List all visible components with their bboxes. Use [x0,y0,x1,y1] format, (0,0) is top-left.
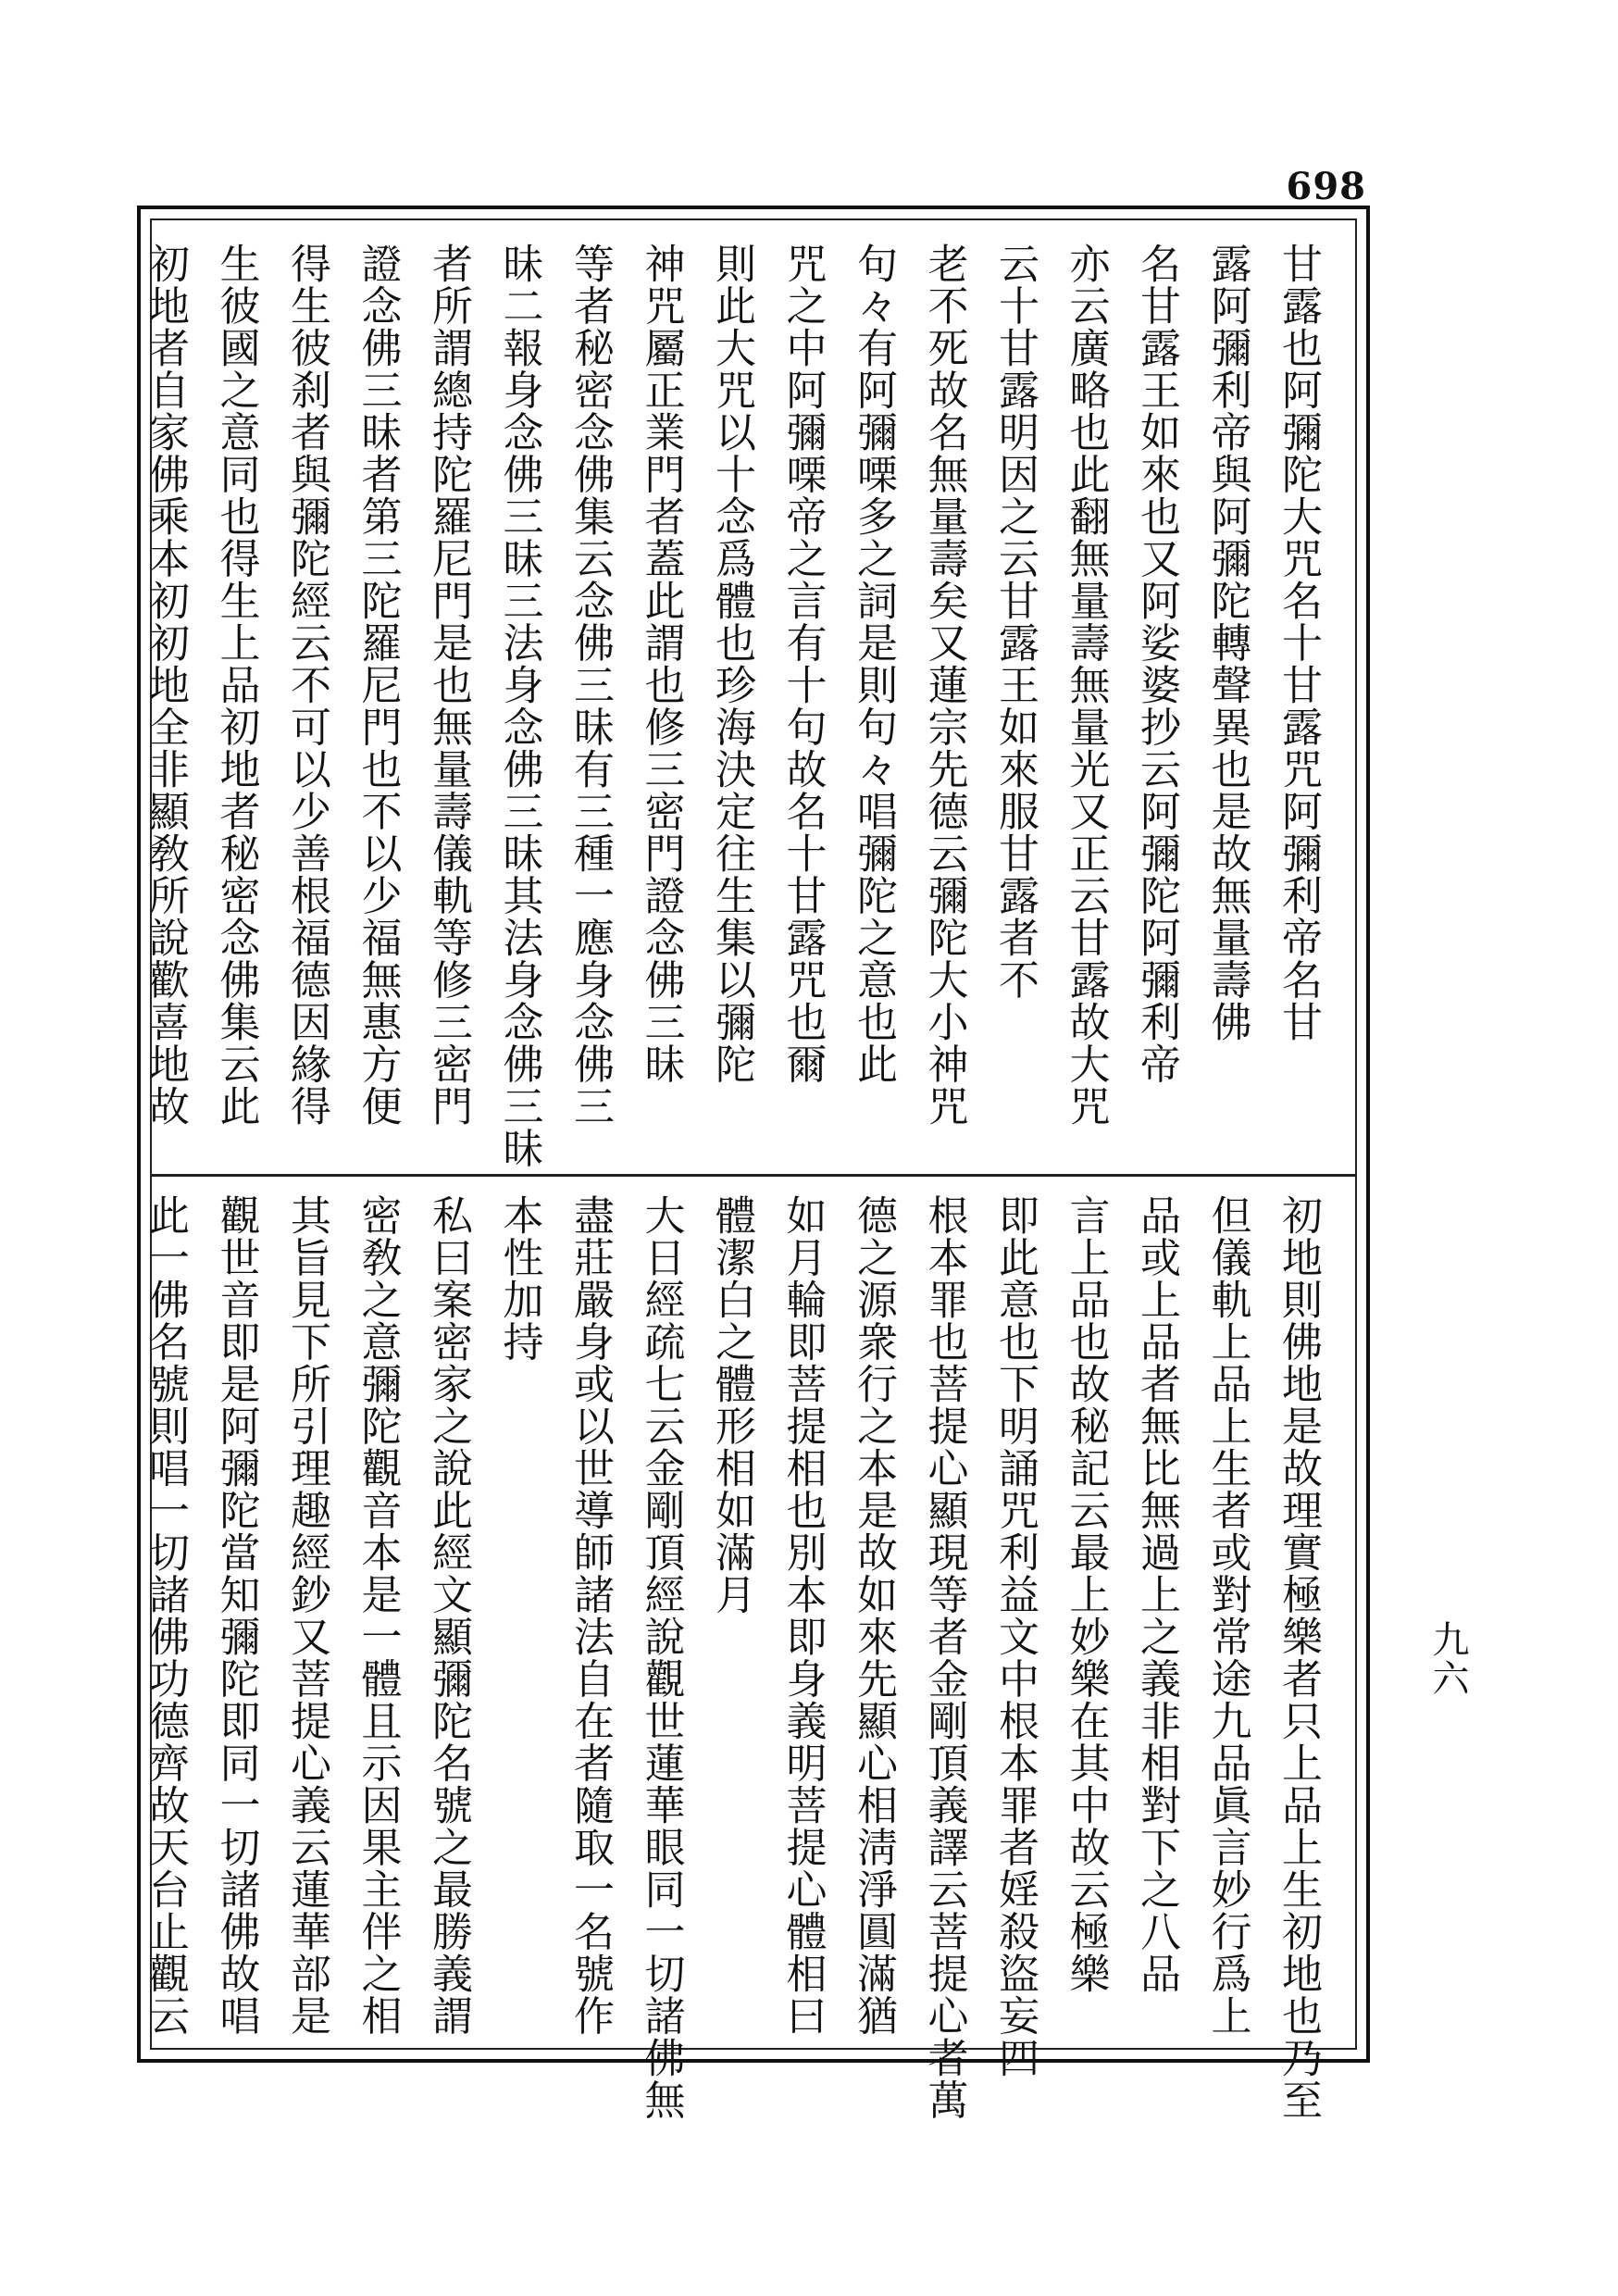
text-column: 密敎之意彌陀觀音本是一體且示因果主伴之相 [354,1194,402,2037]
text-column: 云十甘露明因之云甘露王如來服甘露者不 [991,243,1039,1001]
text-column: 生彼國之意同也得生上品初地者秘密念佛集云此 [212,243,260,1128]
text-column: 則此大咒以十念爲體也珍海決定往生集以彌陀 [708,243,755,1085]
text-column: 德之源衆行之本是故如來先顯心相淸淨圓滿猶 [850,1194,897,2037]
page-number: 698 [1286,165,1366,208]
text-column: 咒之中阿彌㗚帝之言有十句故名十甘露咒也爾 [778,243,827,1085]
text-column: 但儀軌上品上生者或對常途九品眞言妙行爲上 [1203,1194,1251,2037]
text-column: 等者秘密念佛集云念佛三昧有三種一應身念佛三 [566,243,614,1128]
text-column: 甘露也阿彌陀大咒名十甘露咒阿彌利帝名甘 [1275,243,1322,1043]
text-column: 初地者自家佛乘本初初地全非顯敎所說歡喜地故 [142,243,189,1128]
text-column: 品或上品者無比無過上之義非相對下之八品 [1133,1194,1180,1995]
text-column: 者所謂總持陀羅尼門是也無量壽儀軌等修三密門 [425,243,472,1128]
text-column: 亦云廣略也此翻無量壽無量光又正云甘露故大咒 [1062,243,1110,1128]
section-divider [150,1174,1357,1177]
text-column: 言上品也故秘記云最上妙樂在其中故云極樂 [1062,1194,1110,1995]
lower-text-block [142,1194,1333,2121]
text-column: 本性加持 [495,1194,543,1363]
text-column: 其旨見下所引理趣經鈔又菩提心義云蓮華部是 [283,1194,330,2037]
text-column: 體潔白之體形相如滿月 [708,1194,755,1616]
text-column: 根本罪也菩提心顯現等者金剛頂義譯云菩提心者萬 [920,1194,968,2121]
text-column: 私曰案密家之說此經文顯彌陀名號之最勝義謂 [425,1194,472,2037]
text-column: 露阿彌利帝與阿彌陀轉聲異也是故無量壽佛 [1203,243,1251,1043]
text-column: 即此意也下明誦咒利益文中根本罪者婬殺盜妄四 [991,1194,1039,2079]
text-column: 大日經疏七云金剛頂經說觀世蓮華眼同一切諸佛無 [637,1194,685,2121]
text-column: 句々有阿彌㗚多之詞是則句々唱彌陀之意也此 [850,243,897,1085]
text-column: 盡莊嚴身或以世導師諸法自在者隨取一名號作 [566,1194,614,2037]
text-column: 初地則佛地是故理實極樂者只上品上生初地也乃至 [1275,1194,1322,2121]
text-column: 證念佛三昧者第三陀羅尼門也不以少福無惠方便 [354,243,402,1128]
text-column: 此一佛名號則唱一切諸佛功德齊故天台止觀云 [142,1194,189,2037]
text-column: 神咒屬正業門者蓋此謂也修三密門證念佛三昧 [637,243,685,1085]
text-column: 觀世音即是阿彌陀當知彌陀即同一切諸佛故唱 [212,1194,260,2037]
text-column: 得生彼刹者與彌陀經云不可以少善根福德因緣得 [283,243,330,1128]
text-column: 如月輪即菩提相也別本即身義明菩提心體相曰 [778,1194,827,2037]
text-column: 名甘露王如來也又阿娑婆抄云阿彌陀阿彌利帝 [1133,243,1180,1085]
text-column: 老不死故名無量壽矣又蓮宗先德云彌陀大小神咒 [920,243,968,1128]
text-column: 昧二報身念佛三昧三法身念佛三昧其法身念佛三昧 [495,243,543,1169]
folio-number: 九六 [1426,1620,1469,1698]
upper-text-block [142,243,1333,1169]
